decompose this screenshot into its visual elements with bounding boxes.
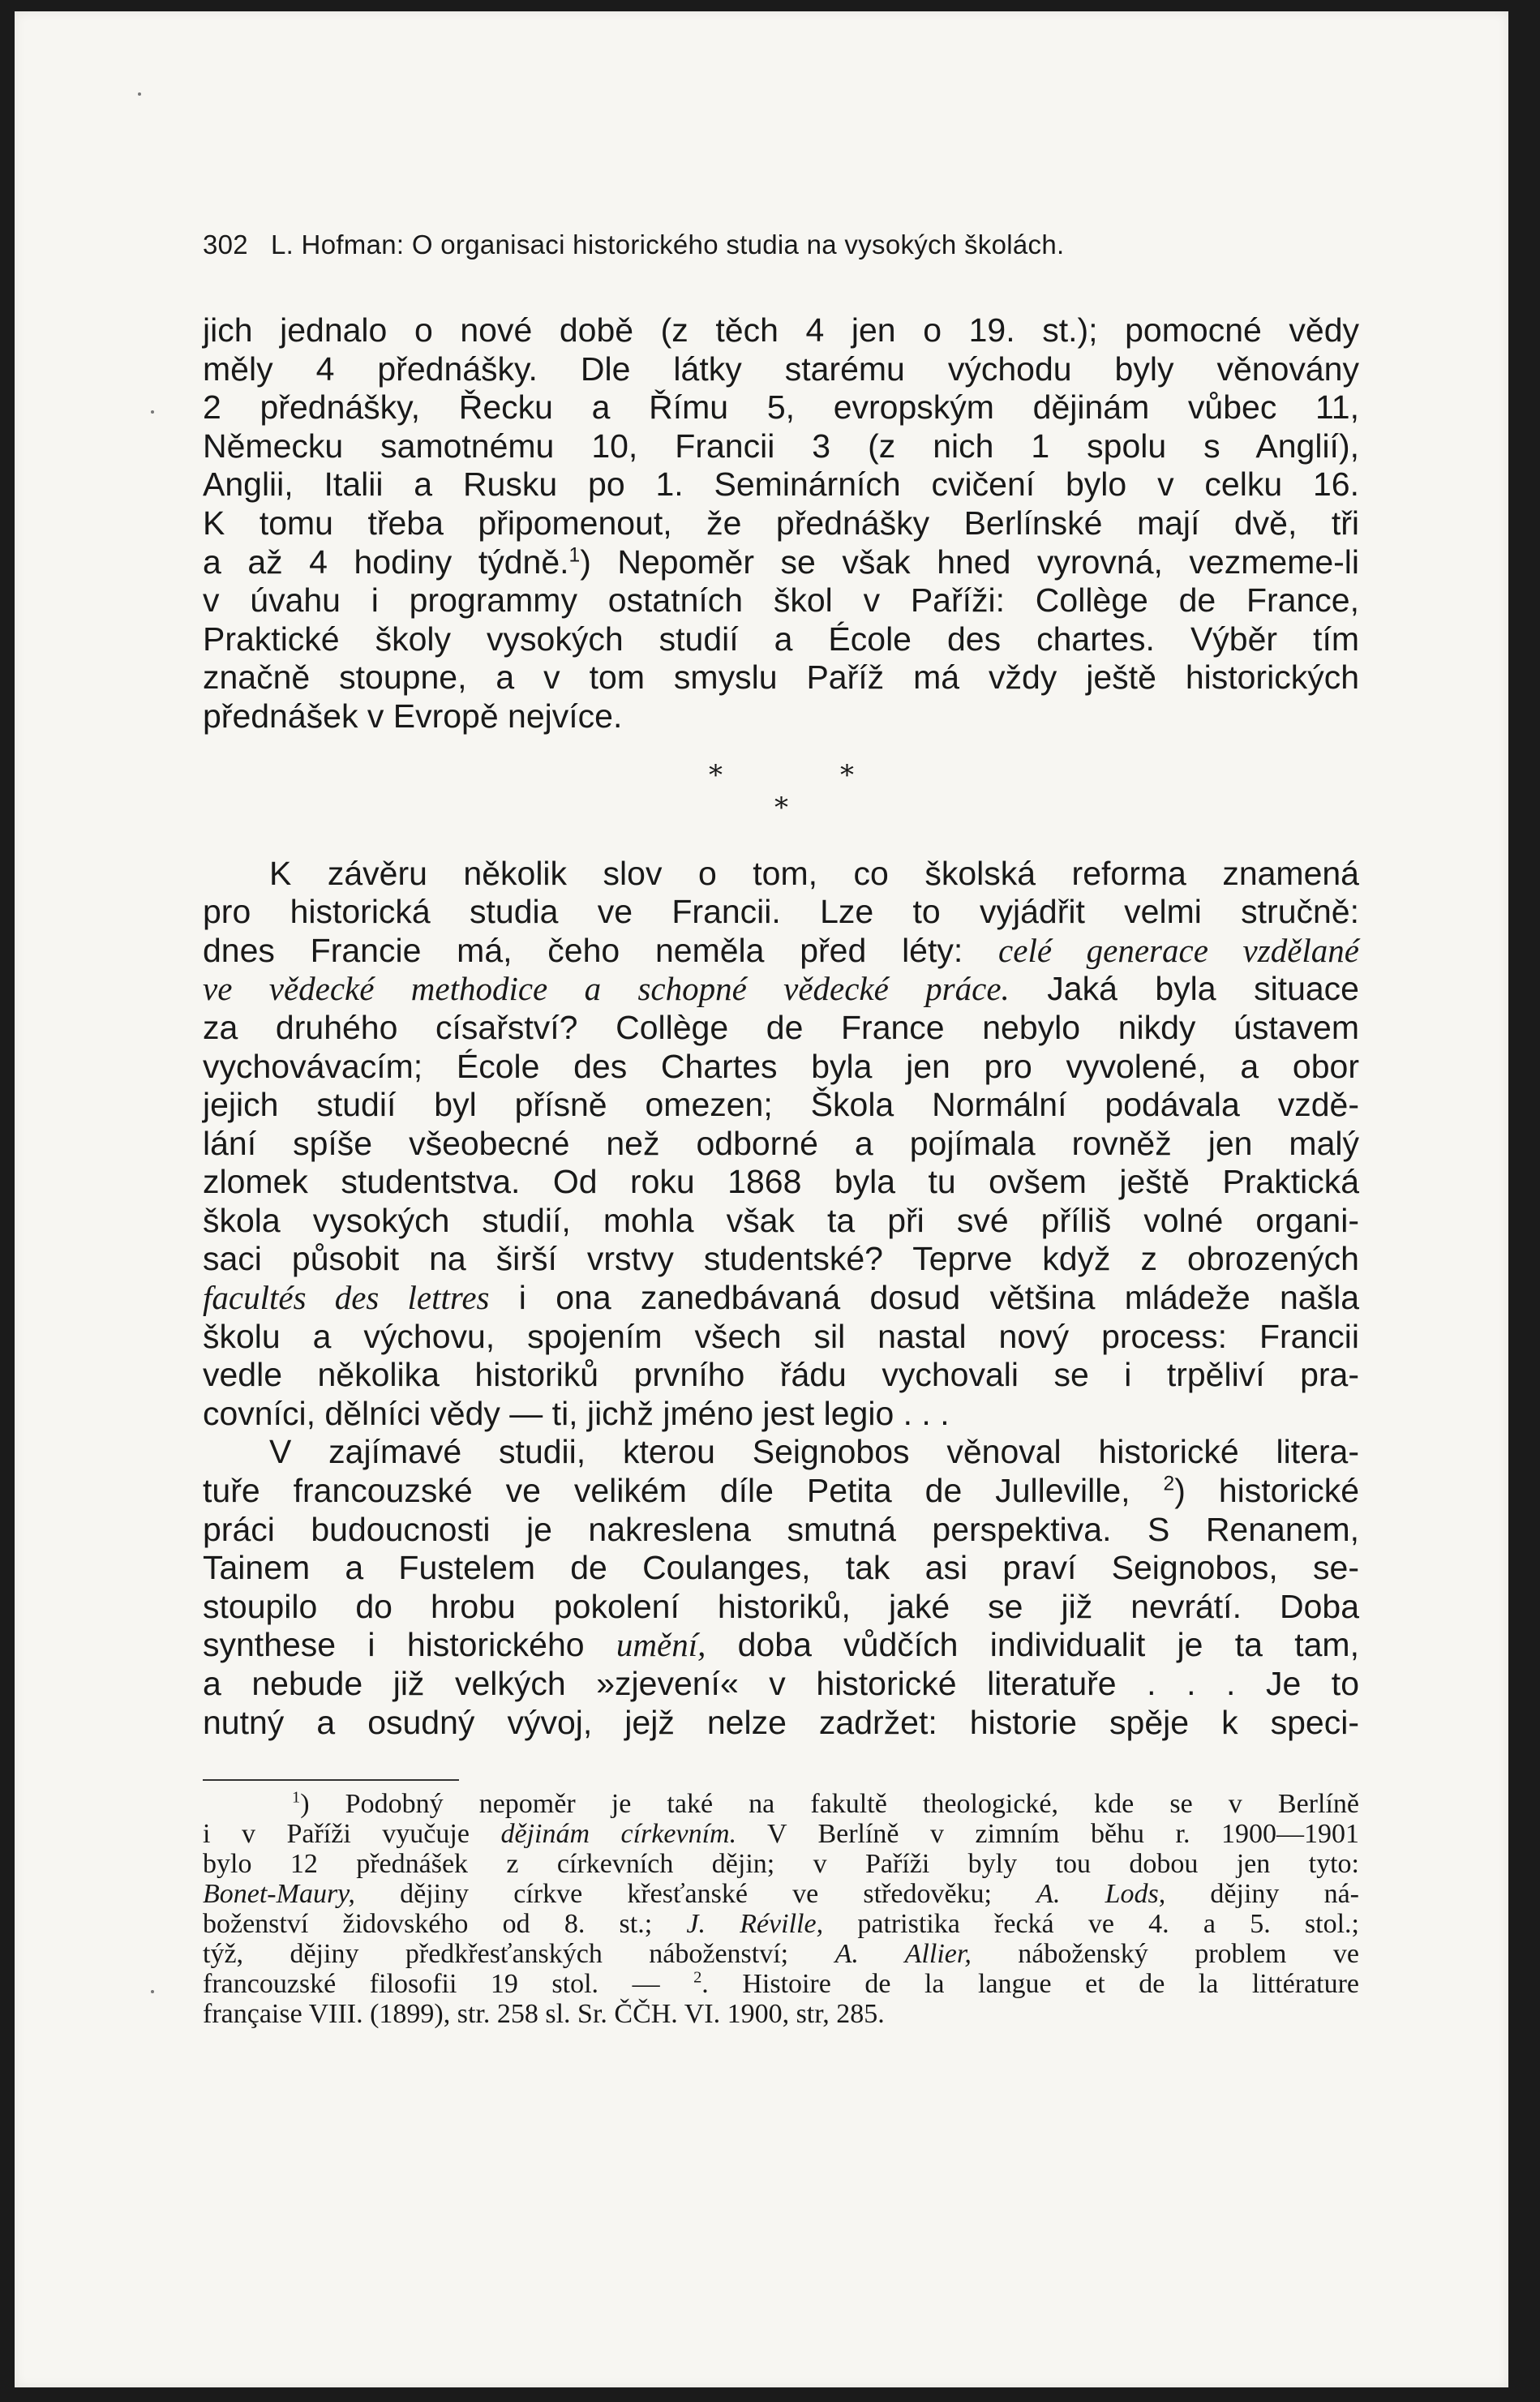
text-segment: a až 4 hodiny týdně.	[203, 543, 569, 581]
text-line: školu a výchovu, spojením všech sil nastal nový process: Francii	[203, 1317, 1359, 1355]
text-line: nutný a osudný vývoj, jejž nelze zadržet: historie spěje k speci-	[203, 1703, 1359, 1741]
text-line: K závěru několik slov o tom, co školská reforma znamená	[269, 854, 1359, 892]
section-separator	[203, 759, 1359, 843]
asterisk: *	[840, 758, 854, 791]
text-line: 2 přednášky, Řecku a Římu 5, evropským dějinám vůbec 11,	[203, 388, 1359, 427]
paragraph-2	[203, 855, 1359, 1434]
paragraph-1	[203, 311, 1359, 736]
running-header	[203, 227, 1359, 263]
text-line: v úvahu i programmy ostatních škol v Paříži: Collège de France,	[203, 581, 1359, 620]
text-line: za druhého císařství? Collège de France nebylo nikdy ústavem	[203, 1008, 1359, 1046]
text-segment: historické	[1218, 1472, 1359, 1510]
text-line: jich jednalo o nové době (z těch 4 jen o 19. st.); pomocné vědy	[203, 311, 1359, 349]
text-line: vychovávacím; École des Chartes byla jen pro vyvolené, a obor	[203, 1047, 1359, 1085]
italic-phrase: facultés des lettres	[203, 1279, 490, 1317]
speck	[151, 410, 154, 414]
text-segment: dějiny ná-	[1210, 1879, 1359, 1910]
text-line: stoupilo do hrobu pokolení historiků, jaké se již nevrátí. Doba	[203, 1587, 1359, 1625]
text-line: přednášek v Evropě nejvíce.	[203, 697, 623, 735]
italic-phrase: dějinám církevním.	[500, 1819, 737, 1850]
text-segment: dnes Francie má, čeho neměla před léty:	[203, 931, 963, 969]
text-line: Německu samotnému 10, Francii 3 (z nich 1 spolu s Anglií),	[203, 427, 1359, 465]
text-line: jejich studií byl přísně omezen; Škola Normální podávala vzdě-	[203, 1086, 1359, 1124]
text-segment: dějiny církve křesťanské ve středověku;	[400, 1879, 992, 1910]
text-line	[203, 970, 1359, 1009]
page-number: 302	[203, 229, 248, 260]
footnote-line: française VIII. (1899), str. 258 sl. Sr. ČČH. VI. 1900, str, 285.	[203, 1999, 885, 2030]
italic-phrase: ve vědecké methodice a schopné vědecké práce.	[203, 970, 1010, 1008]
footnote-divider	[203, 1779, 459, 1781]
text-line: Praktické školy vysokých studií a École des chartes. Výběr tím	[203, 620, 1359, 658]
text-segment: doba vůdčích individualit je ta tam,	[737, 1626, 1359, 1664]
text-line	[203, 1279, 1359, 1318]
text-line: tuře francouzské ve velikém díle Petita de Julleville, $^2$) historické	[203, 1472, 1359, 1510]
footnote-line: bylo 12 přednášek z církevních dějin; v Paříži byly tou dobou jen tyto:	[203, 1849, 1359, 1880]
asterisk: *	[774, 791, 788, 824]
text-line: V zajímavé studii, kterou Seignobos věnoval historické litera-	[269, 1433, 1359, 1471]
text-segment: náboženský problem ve	[1018, 1939, 1360, 1970]
text-line: měly 4 přednášky. Dle látky starému východu byly věnovány	[203, 350, 1359, 388]
text-line: Anglii, Italii a Rusku po 1. Seminárních cvičení bylo v celku 16.	[203, 465, 1359, 504]
text-segment: týž, dějiny předkřesťanských náboženství;	[203, 1939, 789, 1970]
italic-phrase: A. Allier,	[834, 1939, 972, 1970]
text-segment: Podobný nepoměr je také na fakultě theologické, kde se v Berlíně	[345, 1789, 1359, 1820]
running-title: L. Hofman: O organisaci historického studia na vysokých školách.	[270, 229, 1065, 260]
text-line: pro historická studia ve Francii. Lze to vyjádřit velmi stručně:	[203, 893, 1359, 931]
text-line: zlomek studentstva. Od roku 1868 byla tu ovšem ještě Praktická	[203, 1163, 1359, 1201]
footnote-line: francouzské filosofii 19 stol. — $^2$. Histoire de la langue et de la littérature	[203, 1968, 1360, 2000]
page-content	[203, 227, 1359, 2029]
footnote-line	[203, 1909, 1359, 1939]
text-line: saci působit na širší vrstvy studentské? Teprve když z obrozených	[203, 1240, 1359, 1278]
footnote-line	[203, 1879, 1359, 1909]
italic-phrase: celé generace vzdělané	[998, 931, 1359, 969]
text-line: a nebude již velkých »zjevení« v historické literatuře . . . Je to	[203, 1665, 1359, 1702]
footnote-ref-1[interactable]: 1	[568, 543, 581, 566]
text-segment: boženství židovského od 8. st.;	[203, 1909, 653, 1940]
italic-phrase: J. Réville,	[686, 1909, 824, 1940]
text-segment: i v Paříži vyučuje	[203, 1819, 470, 1850]
text-segment: patristika řecká ve 4. a 5. stol.;	[857, 1909, 1359, 1940]
text-segment: synthese i historického	[203, 1626, 585, 1664]
text-line: značně stoupne, a v tom smyslu Paříž má vždy ještě historických	[203, 658, 1359, 697]
text-segment: francouzské filosofii 19 stol. —	[203, 1969, 660, 2000]
text-segment: i ona zanedbávaná dosud většina mládeže našla	[518, 1279, 1359, 1317]
text-line: vedle několika historiků prvního řádu vychovali se i trpěliví pra-	[203, 1356, 1359, 1394]
text-line	[203, 1626, 1359, 1665]
speck	[138, 92, 141, 96]
scanned-page	[15, 11, 1508, 2387]
text-line: K tomu třeba připomenout, že přednášky Berlínské mají dvě, tři	[203, 504, 1359, 542]
italic-phrase: Bonet-Maury,	[203, 1879, 355, 1910]
speck	[151, 1990, 154, 1993]
footnote-line: $^1$) Podobný nepoměr je také na fakultě theologické, kde se v Berlíně	[292, 1788, 1359, 1820]
text-line	[203, 932, 1359, 971]
text-segment: tuře francouzské ve velikém díle Petita de Julleville,	[203, 1472, 1130, 1510]
text-line: práci budoucnosti je nakreslena smutná perspektiva. S Renanem,	[203, 1510, 1359, 1548]
italic-phrase: umění,	[616, 1626, 706, 1664]
text-segment: Histoire de la langue et de la littérature	[742, 1969, 1360, 2000]
paragraph-3	[203, 1433, 1359, 1742]
footnote-line	[203, 1819, 1359, 1849]
text-segment: Nepoměr se však hned vyrovná, vezmeme-li	[617, 543, 1359, 581]
text-line: a až 4 hodiny týdně.$^1$) Nepoměr se však hned vyrovná, vezmeme-li	[203, 543, 1359, 581]
text-line: lání spíše všeobecné než odborné a pojímala rovněž jen malý	[203, 1124, 1359, 1162]
footnote-mark-1: 1	[292, 1788, 301, 1807]
footnotes	[203, 1789, 1359, 2029]
footnote-mark-2: 2	[693, 1968, 702, 1987]
text-line: škola vysokých studií, mohla však ta při své příliš volné organi-	[203, 1201, 1359, 1239]
text-line: covníci, dělníci vědy — ti, jichž jméno jest legio . . .	[203, 1394, 950, 1432]
asterisk: *	[709, 758, 723, 791]
footnote-ref-2[interactable]: 2	[1163, 1473, 1175, 1495]
footnote-line	[203, 1939, 1359, 1969]
text-line: Tainem a Fustelem de Coulanges, tak asi praví Seignobos, se-	[203, 1549, 1359, 1587]
text-segment: V Berlíně v zimním běhu r. 1900—1901	[766, 1819, 1360, 1850]
italic-phrase: A. Lods,	[1036, 1879, 1166, 1910]
text-segment: Jaká byla situace	[1047, 970, 1359, 1008]
